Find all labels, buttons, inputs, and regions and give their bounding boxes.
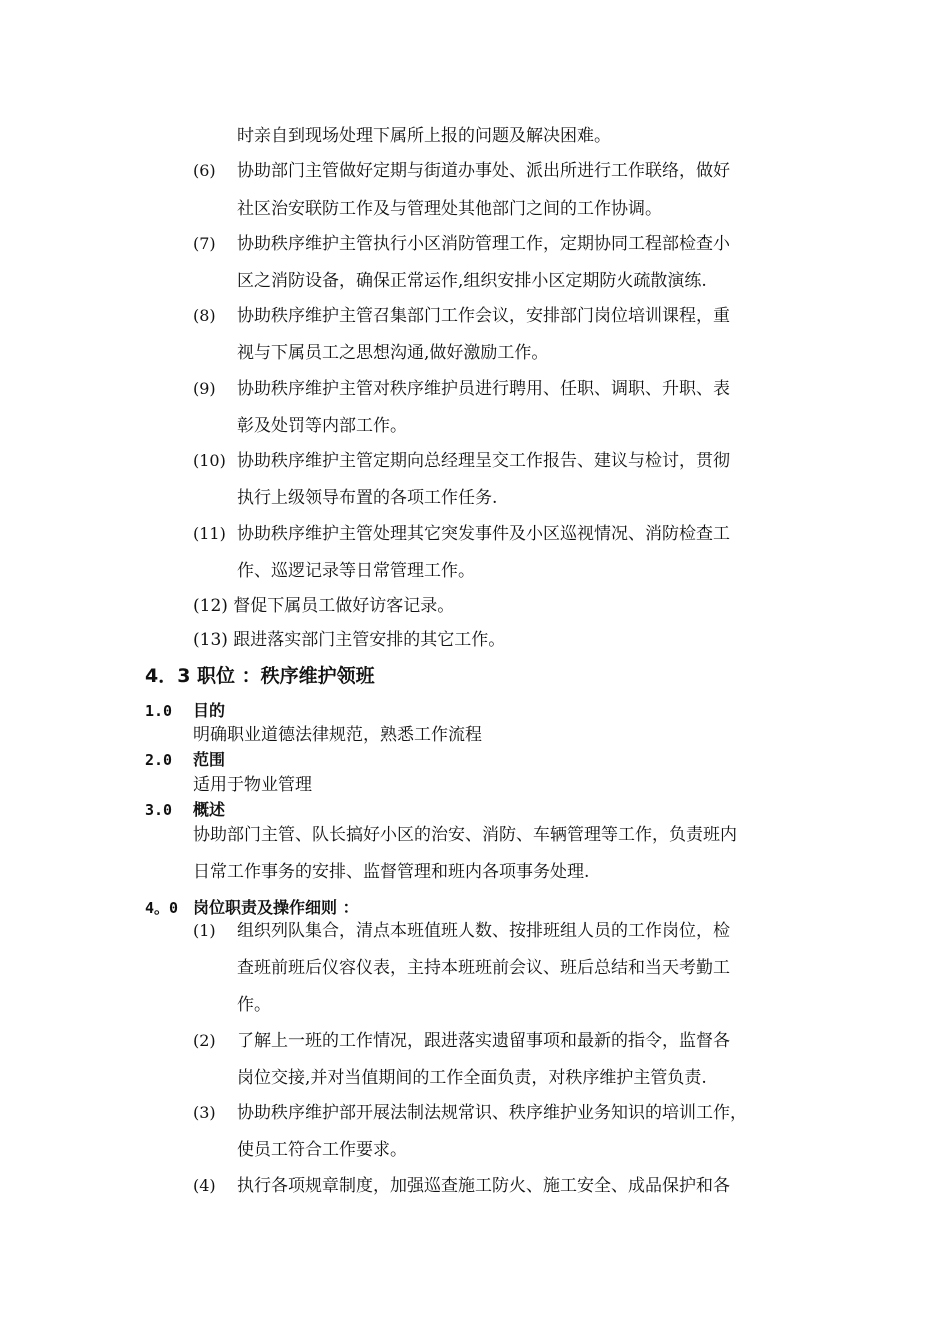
- list-item-text: 协助秩序维护主管召集部门工作会议，安排部门岗位培训课程，重: [237, 306, 730, 326]
- section-title: 目的: [193, 701, 226, 720]
- list-item-text: (12) 督促下属员工做好访客记录。: [193, 596, 455, 616]
- duty-text: 查班前班后仪容仪表，主持本班班前会议、班后总结和当天考勤工: [237, 958, 730, 978]
- position-heading: 4．3 职位 ：秩序维护领班: [145, 665, 375, 687]
- list-item-text: (13) 跟进落实部门主管安排的其它工作。: [193, 630, 506, 650]
- section-number: 2.0: [145, 751, 173, 769]
- duty-number: (3): [193, 1103, 216, 1122]
- duty-text: 组织列队集合，清点本班值班人数、按排班组人员的工作岗位，检: [237, 921, 730, 941]
- section-number: 3.0: [145, 801, 173, 819]
- duty-text: 了解上一班的工作情况，跟进落实遗留事项和最新的指令，监督各: [237, 1031, 730, 1051]
- section-body: 协助部门主管、队长搞好小区的治安、消防、车辆管理等工作，负责班内: [193, 825, 737, 845]
- list-item-continuation: 时亲自到现场处理下属所上报的问题及解决困难。: [237, 126, 611, 146]
- list-item-number: (11): [193, 524, 226, 543]
- list-item-text: 执行上级领导布置的各项工作任务.: [237, 488, 498, 508]
- duty-text: 岗位交接,并对当值期间的工作全面负责，对秩序维护主管负责.: [237, 1068, 707, 1088]
- list-item-text: 协助秩序维护主管对秩序维护员进行聘用、任职、调职、升职、表: [237, 379, 730, 399]
- list-item-text: 协助秩序维护主管处理其它突发事件及小区巡视情况、消防检查工: [237, 524, 730, 544]
- duty-number: (4): [193, 1176, 216, 1195]
- section-number: 1.0: [145, 702, 173, 720]
- duty-text: 使员工符合工作要求。: [237, 1140, 407, 1160]
- list-item-text: 区之消防设备，确保正常运作,组织安排小区定期防火疏散演练.: [237, 271, 707, 291]
- duties-heading-title: 岗位职责及操作细则 ：: [193, 898, 359, 917]
- list-item-text: 协助部门主管做好定期与街道办事处、派出所进行工作联络，做好: [237, 161, 730, 181]
- section-body: 适用于物业管理: [193, 775, 312, 795]
- section-body: 日常工作事务的安排、监督管理和班内各项事务处理.: [193, 862, 590, 882]
- section-body: 明确职业道德法律规范，熟悉工作流程: [193, 725, 482, 745]
- list-item-text: 社区治安联防工作及与管理处其他部门之间的工作协调。: [237, 199, 662, 219]
- section-title: 范围: [193, 750, 226, 769]
- list-item-text: 彰及处罚等内部工作。: [237, 416, 407, 436]
- list-item-number: (7): [193, 234, 216, 253]
- list-item-text: 协助秩序维护主管定期向总经理呈交工作报告、建议与检讨，贯彻: [237, 451, 730, 471]
- duties-heading-number: 4。0: [145, 899, 179, 917]
- list-item-text: 作、巡逻记录等日常管理工作。: [237, 561, 475, 581]
- duty-number: (1): [193, 921, 216, 940]
- list-item-text: 视与下属员工之思想沟通,做好激励工作。: [237, 343, 549, 363]
- list-item-number: (8): [193, 306, 216, 325]
- duty-number: (2): [193, 1031, 216, 1050]
- list-item-number: (9): [193, 379, 216, 398]
- list-item-number: (6): [193, 161, 216, 180]
- duty-text: 作。: [237, 995, 271, 1015]
- section-title: 概述: [193, 800, 226, 819]
- list-item-number: (10): [193, 451, 226, 470]
- list-item-text: 协助秩序维护主管执行小区消防管理工作，定期协同工程部检查小: [237, 234, 730, 254]
- duty-text: 执行各项规章制度，加强巡查施工防火、施工安全、成品保护和各: [237, 1176, 730, 1196]
- duty-text: 协助秩序维护部开展法制法规常识、秩序维护业务知识的培训工作，: [237, 1103, 747, 1123]
